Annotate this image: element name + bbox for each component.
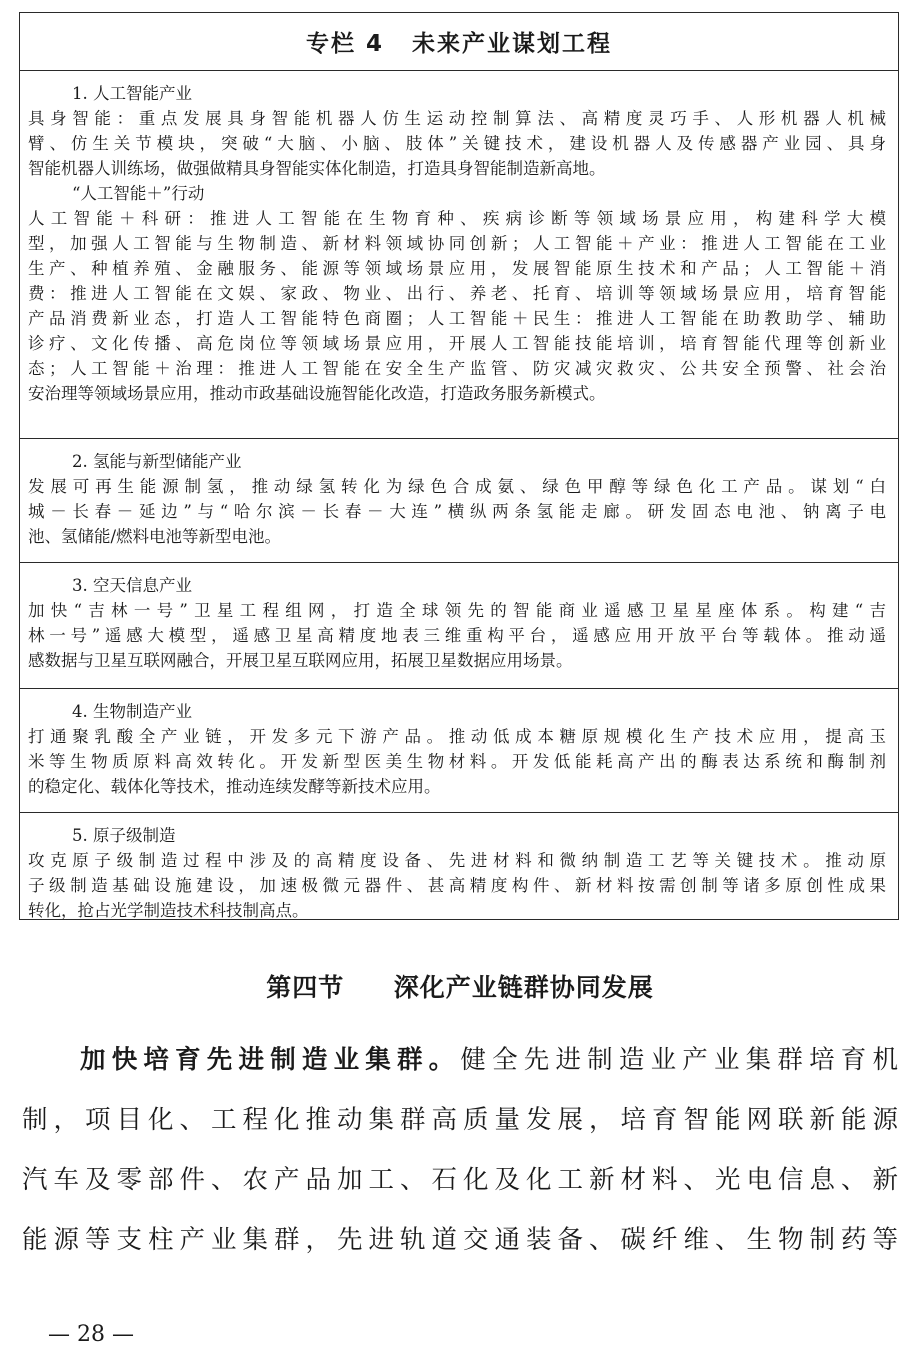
feature-box-title-main: 未来产业谋划工程 bbox=[412, 31, 612, 57]
section-text-line: 智能机器人训练场，做强做精具身智能实体化制造，打造具身智能制造新高地。 bbox=[28, 159, 606, 178]
body-lead-bold: 加快培育先进制造业集群。 bbox=[80, 1045, 461, 1075]
body-line bbox=[22, 1030, 898, 1090]
section-heading-line: 2. 氢能与新型储能产业 bbox=[72, 452, 242, 471]
section-text-line: 态；人工智能＋治理：推进人工智能在安全生产监管、防灾减灾救灾、公共安全预警、社会治 bbox=[28, 359, 886, 378]
section-text-line: 米等生物质原料高效转化。开发新型医美生物材料。开发低能耗高产出的酶表达系统和酶制剂 bbox=[28, 752, 886, 771]
section-text-line: 具身智能：重点发展具身智能机器人仿生运动控制算法、高精度灵巧手、人形机器人机械 bbox=[28, 109, 886, 128]
feature-section-aerospace bbox=[20, 563, 898, 689]
section-text-line: 产品消费新业态，打造人工智能特色商圈；人工智能＋民生：推进人工智能在助教助学、辅助 bbox=[28, 309, 886, 328]
section-number: 第四节 bbox=[266, 973, 345, 1002]
feature-box-future-industries bbox=[19, 12, 899, 920]
body-line: 汽车及零部件、农产品加工、石化及化工新材料、光电信息、新 bbox=[22, 1165, 898, 1195]
section-text-line: 诊疗、文化传播、高危岗位等领域场景应用，开展人工智能技能培训，培育智能代理等创新业 bbox=[28, 334, 886, 353]
section-text-line: 安治理等领域场景应用，推动市政基础设施智能化改造，打造政务服务新模式。 bbox=[28, 384, 606, 403]
section-text-line: 子级制造基础设施建设，加速极微元器件、甚高精度构件、新材料按需创制等诸多原创性成果 bbox=[28, 876, 886, 895]
feature-section-atomic-manufacturing bbox=[20, 813, 898, 921]
section-text-line: 城－长春－延边”与“哈尔滨－长春－大连”横纵两条氢能走廊。研发固态电池、钠离子电 bbox=[28, 502, 886, 521]
feature-box-title bbox=[20, 13, 898, 71]
section-text-line: 生产、种植养殖、金融服务、能源等领域场景应用，发展智能原生技术和产品；人工智能＋消 bbox=[28, 259, 886, 278]
section-text-line: 的稳定化、载体化等技术，推动连续发酵等新技术应用。 bbox=[28, 777, 441, 796]
body-line: 能源等支柱产业集群，先进轨道交通装备、碳纤维、生物制药等 bbox=[22, 1225, 898, 1255]
section-text-line: 型，加强人工智能与生物制造、新材料领域协同创新；人工智能＋产业：推进人工智能在工业 bbox=[28, 234, 886, 253]
section-text-line: 池、氢储能/燃料电池等新型电池。 bbox=[28, 527, 282, 546]
section-heading-line: 4. 生物制造产业 bbox=[72, 702, 192, 721]
page-number: — 28 — bbox=[48, 1322, 134, 1347]
section-text-line: 人工智能＋科研：推进人工智能在生物育种、疾病诊断等领域场景应用，构建科学大模 bbox=[28, 209, 886, 228]
section-text-line: 臂、仿生关节模块，突破“大脑、小脑、肢体”关键技术，建设机器人及传感器产业园、具身 bbox=[28, 134, 886, 153]
body-line-rest: 健全先进制造业产业集群培育机 bbox=[460, 1045, 898, 1075]
section-heading-line: 1. 人工智能产业 bbox=[72, 84, 192, 103]
feature-section-biomanufacturing bbox=[20, 689, 898, 813]
body-line: 制，项目化、工程化推动集群高质量发展，培育智能网联新能源 bbox=[22, 1105, 898, 1135]
section-title: 深化产业链群协同发展 bbox=[393, 973, 654, 1002]
feature-box-title-prefix: 专栏 4 bbox=[305, 31, 384, 57]
section-text-line: 加快“吉林一号”卫星工程组网，打造全球领先的智能商业遥感卫星星座体系。构建“吉 bbox=[28, 601, 886, 620]
section-text-line: 攻克原子级制造过程中涉及的高精度设备、先进材料和微纳制造工艺等关键技术。推动原 bbox=[28, 851, 886, 870]
section-text-line: 费：推进人工智能在文娱、家政、物业、出行、养老、托育、培训等领域场景应用，培育智能 bbox=[28, 284, 886, 303]
feature-section-ai bbox=[20, 71, 898, 439]
section-text-line: 发展可再生能源制氢，推动绿氢转化为绿色合成氨、绿色甲醇等绿色化工产品。谋划“白 bbox=[28, 477, 886, 496]
section-subheading-line: “人工智能＋”行动 bbox=[72, 184, 205, 203]
section-text-line: 林一号”遥感大模型，遥感卫星高精度地表三维重构平台，遥感应用开放平台等载体。推动遥 bbox=[28, 626, 886, 645]
body-paragraph bbox=[22, 1030, 898, 1270]
section-heading bbox=[0, 968, 920, 1004]
section-text-line: 打通聚乳酸全产业链，开发多元下游产品。推动低成本糖原规模化生产技术应用，提高玉 bbox=[28, 727, 886, 746]
section-text-line: 感数据与卫星互联网融合，开展卫星互联网应用，拓展卫星数据应用场景。 bbox=[28, 651, 573, 670]
section-text-line: 转化，抢占光学制造技术科技制高点。 bbox=[28, 901, 309, 920]
section-heading-line: 3. 空天信息产业 bbox=[72, 576, 192, 595]
feature-section-hydrogen bbox=[20, 439, 898, 563]
section-heading-line: 5. 原子级制造 bbox=[72, 826, 176, 845]
